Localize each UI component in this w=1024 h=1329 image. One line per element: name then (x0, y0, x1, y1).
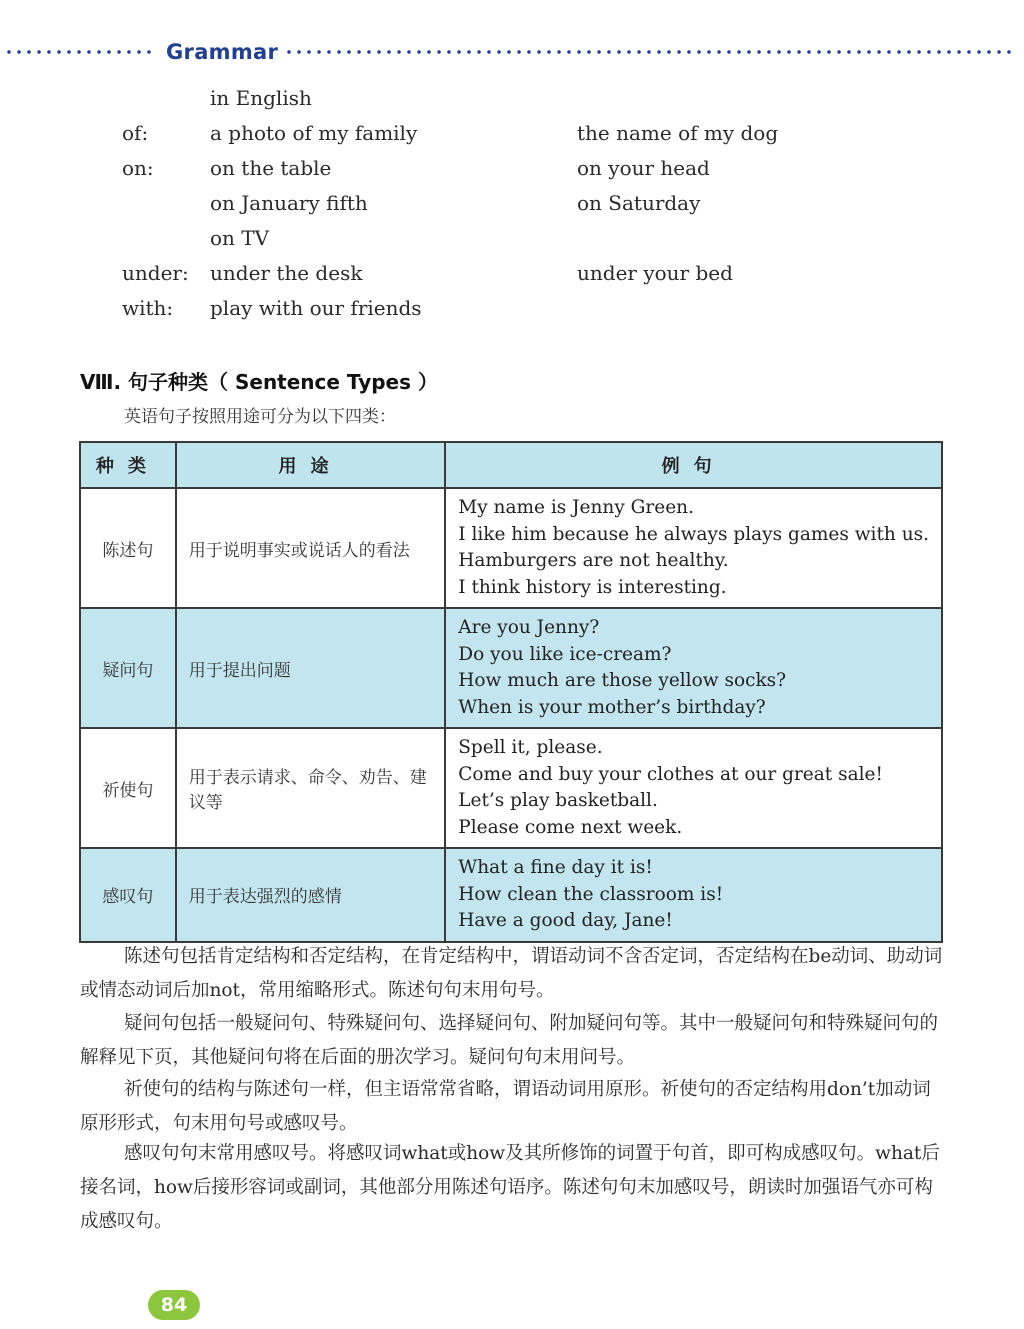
table-row (80, 608, 942, 728)
prep-key-on: on: (122, 156, 154, 180)
prep-example: play with our friends (210, 296, 422, 320)
prep-key-under: under: (122, 261, 189, 285)
prep-example: a photo of my family (210, 121, 418, 145)
example-sentence: Spell it, please. (458, 737, 603, 758)
paragraph-imperative: 祈使句的结构与陈述句一样，但主语常常省略，谓语动词用原形。祈使句的否定结构用don’t加动词原形形式，句末用句号或感叹号。 (80, 1079, 931, 1134)
example-sentence: Do you like ice-cream? (458, 643, 672, 665)
prep-example: on the table (210, 156, 332, 180)
row-examples (445, 728, 942, 848)
table-header-row (80, 442, 942, 488)
example-sentence: I like him because he always plays games with us. (458, 523, 929, 545)
table-row (80, 848, 942, 942)
example-sentence: Have a good day, Jane! (458, 910, 673, 931)
header-kind: 种类 (80, 442, 176, 488)
prep-example: on January fifth (210, 191, 368, 215)
prep-example: under the desk (210, 261, 363, 285)
prep-example: the name of my dog (577, 121, 779, 145)
example-sentence: Please come next week. (458, 816, 683, 838)
example-sentence: How much are those yellow socks? (458, 670, 787, 691)
paragraph-interrogative: 疑问句包括一般疑问句、特殊疑问句、选择疑问句、附加疑问句等。其中一般疑问句和特殊疑问句的解释见下页，其他疑问句将在后面的册次学习。疑问句句末用问号。 (80, 1013, 939, 1068)
prep-continuation: in English (210, 86, 312, 110)
prep-example: on TV (210, 226, 270, 250)
prep-key-with: with: (122, 296, 174, 320)
prep-example: on Saturday (577, 191, 701, 215)
row-use: 用于表达强烈的感情 (176, 848, 446, 942)
prep-key-of: of: (122, 121, 149, 145)
sentence-types-table (79, 441, 943, 943)
row-examples (445, 608, 942, 728)
example-sentence: I think history is interesting. (458, 576, 727, 598)
row-examples (445, 488, 942, 608)
header-title: Grammar (166, 40, 279, 64)
row-use: 用于表示请求、命令、劝告、建议等 (176, 728, 446, 848)
example-sentence: Come and buy your clothes at our great sale! (458, 763, 883, 785)
prep-example: on your head (577, 156, 710, 180)
page-number-badge: 84 (148, 1290, 200, 1320)
row-kind: 陈述句 (80, 488, 176, 608)
example-sentence: When is your mother’s birthday? (458, 696, 766, 718)
header-dots-left (4, 49, 156, 55)
paragraph-declarative: 陈述句包括肯定结构和否定结构，在肯定结构中，谓语动词不含否定词，否定结构在be动词、助动词或情态动词后加not，常用缩略形式。陈述句句末用句号。 (80, 946, 943, 1001)
prep-example: under your bed (577, 261, 733, 285)
section-subtitle: 英语句子按照用途可分为以下四类： (124, 407, 396, 427)
row-kind: 祈使句 (80, 728, 176, 848)
row-use: 用于提出问题 (176, 608, 446, 728)
page-header (0, 40, 1024, 68)
row-use: 用于说明事实或说话人的看法 (176, 488, 446, 608)
example-sentence: Hamburgers are not healthy. (458, 550, 729, 571)
paragraph-exclamatory: 感叹句句末常用感叹号。将感叹词what或how及其所修饰的词置于句首，即可构成感叹句。what后接名词，how后接形容词或副词，其他部分用陈述句语序。陈述句句末加感叹号，朗读时加强语气亦可构成感叹句。 (80, 1143, 940, 1232)
header-examples: 例句 (445, 442, 942, 488)
example-sentence: What a fine day it is! (458, 857, 653, 878)
row-examples (445, 848, 942, 942)
section-title: Ⅷ. 句子种类（ Sentence Types ） (80, 370, 438, 394)
example-sentence: Are you Jenny? (458, 617, 600, 638)
example-sentence: Let’s play basketball. (458, 790, 658, 811)
table-row (80, 728, 942, 848)
table-row (80, 488, 942, 608)
row-kind: 感叹句 (80, 848, 176, 942)
header-use: 用途 (176, 442, 446, 488)
row-kind: 疑问句 (80, 608, 176, 728)
example-sentence: My name is Jenny Green. (458, 497, 694, 518)
header-dots-right (284, 49, 1014, 55)
example-sentence: How clean the classroom is! (458, 883, 724, 905)
